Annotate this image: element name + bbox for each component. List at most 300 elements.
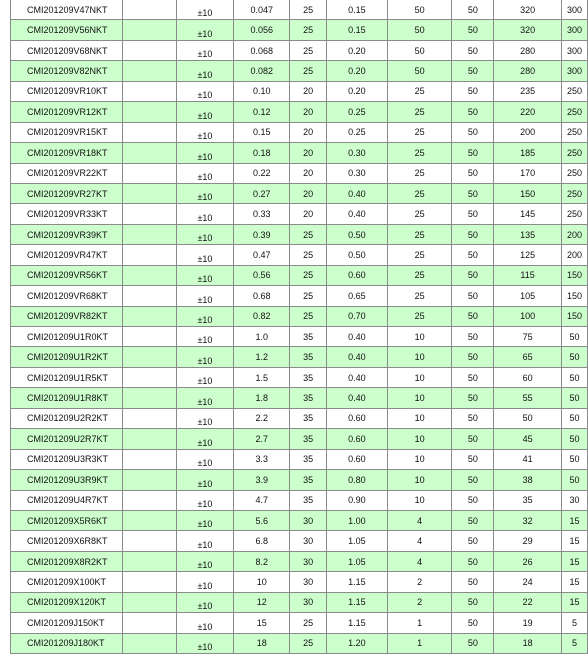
cell-rated-current: 65 [494,347,562,367]
table-row [11,245,588,265]
cell-q-min: 35 [290,388,327,408]
cell-test-frequency: 25 [387,265,452,285]
cell-resistance: 1.15 [327,572,388,592]
cell-resistance: 0.60 [327,429,388,449]
table-row [11,490,588,510]
cell-blank [122,40,176,60]
cell-srf: 50 [452,40,494,60]
cell-tolerance: ±10 [176,81,234,101]
cell-srf: 50 [452,490,494,510]
cell-srf: 50 [452,429,494,449]
cell-q-min: 35 [290,408,327,428]
cell-rated-current: 280 [494,40,562,60]
cell-q-min: 30 [290,572,327,592]
cell-rated-current: 320 [494,0,562,20]
table-row [11,633,588,653]
cell-blank [122,163,176,183]
cell-test-frequency: 50 [387,40,452,60]
cell-blank [122,347,176,367]
cell-part-number: CMI201209VR12KT [11,102,123,122]
cell-part-number: CMI201209U2R7KT [11,429,123,449]
cell-part-number: CMI201209U1R0KT [11,327,123,347]
cell-inductance: 1.0 [234,327,290,347]
cell-srf: 50 [452,265,494,285]
cell-blank [122,20,176,40]
cell-blank [122,183,176,203]
cell-col-10: 250 [561,122,587,142]
cell-q-min: 30 [290,510,327,530]
cell-q-min: 20 [290,163,327,183]
cell-rated-current: 26 [494,551,562,571]
cell-test-frequency: 50 [387,0,452,20]
cell-col-10: 150 [561,306,587,326]
cell-blank [122,122,176,142]
cell-tolerance: ±10 [176,613,234,633]
cell-inductance: 3.9 [234,470,290,490]
cell-srf: 50 [452,122,494,142]
cell-blank [122,551,176,571]
cell-part-number: CMI201209X100KT [11,572,123,592]
table-row [11,265,588,285]
table-row [11,388,588,408]
cell-rated-current: 145 [494,204,562,224]
table-row [11,122,588,142]
cell-inductance: 0.27 [234,183,290,203]
cell-tolerance: ±10 [176,510,234,530]
cell-inductance: 10 [234,572,290,592]
cell-q-min: 20 [290,204,327,224]
cell-blank [122,408,176,428]
table-row [11,367,588,387]
cell-rated-current: 115 [494,265,562,285]
cell-col-10: 200 [561,224,587,244]
cell-q-min: 25 [290,306,327,326]
cell-srf: 50 [452,531,494,551]
cell-blank [122,613,176,633]
cell-rated-current: 24 [494,572,562,592]
cell-test-frequency: 25 [387,143,452,163]
cell-rated-current: 235 [494,81,562,101]
cell-inductance: 12 [234,592,290,612]
cell-resistance: 0.30 [327,163,388,183]
cell-resistance: 0.80 [327,470,388,490]
table-row [11,592,588,612]
cell-inductance: 0.047 [234,0,290,20]
cell-inductance: 0.39 [234,224,290,244]
cell-col-10: 300 [561,61,587,81]
cell-rated-current: 18 [494,633,562,653]
cell-blank [122,449,176,469]
cell-part-number: CMI201209V68NKT [11,40,123,60]
cell-col-10: 50 [561,367,587,387]
cell-rated-current: 280 [494,61,562,81]
cell-resistance: 0.40 [327,367,388,387]
cell-tolerance: ±10 [176,347,234,367]
cell-inductance: 1.2 [234,347,290,367]
cell-inductance: 5.6 [234,510,290,530]
cell-test-frequency: 2 [387,592,452,612]
cell-test-frequency: 50 [387,20,452,40]
cell-resistance: 1.05 [327,531,388,551]
cell-q-min: 35 [290,429,327,449]
table-row [11,0,588,20]
cell-tolerance: ±10 [176,367,234,387]
cell-test-frequency: 10 [387,347,452,367]
cell-col-10: 200 [561,245,587,265]
cell-rated-current: 55 [494,388,562,408]
cell-blank [122,510,176,530]
cell-rated-current: 320 [494,20,562,40]
table-row [11,20,588,40]
spec-table [10,0,588,654]
cell-test-frequency: 4 [387,551,452,571]
cell-part-number: CMI201209U3R9KT [11,470,123,490]
cell-test-frequency: 10 [387,327,452,347]
cell-col-10: 300 [561,0,587,20]
cell-test-frequency: 10 [387,490,452,510]
cell-srf: 50 [452,81,494,101]
cell-resistance: 0.40 [327,347,388,367]
cell-resistance: 0.60 [327,265,388,285]
cell-col-10: 250 [561,81,587,101]
cell-q-min: 30 [290,531,327,551]
cell-test-frequency: 1 [387,613,452,633]
cell-col-10: 15 [561,592,587,612]
cell-col-10: 50 [561,388,587,408]
cell-tolerance: ±10 [176,224,234,244]
cell-tolerance: ±10 [176,286,234,306]
cell-test-frequency: 25 [387,163,452,183]
cell-tolerance: ±10 [176,163,234,183]
cell-tolerance: ±10 [176,388,234,408]
cell-test-frequency: 25 [387,204,452,224]
cell-col-10: 50 [561,347,587,367]
cell-test-frequency: 10 [387,429,452,449]
cell-srf: 50 [452,572,494,592]
cell-part-number: CMI201209X6R8KT [11,531,123,551]
cell-inductance: 0.56 [234,265,290,285]
table-row [11,347,588,367]
cell-col-10: 50 [561,408,587,428]
cell-part-number: CMI201209J180KT [11,633,123,653]
cell-resistance: 0.40 [327,204,388,224]
cell-q-min: 35 [290,470,327,490]
cell-rated-current: 185 [494,143,562,163]
cell-srf: 50 [452,592,494,612]
cell-tolerance: ±10 [176,408,234,428]
cell-part-number: CMI201209U1R8KT [11,388,123,408]
cell-srf: 50 [452,449,494,469]
cell-col-10: 50 [561,429,587,449]
cell-resistance: 0.20 [327,81,388,101]
cell-tolerance: ±10 [176,429,234,449]
cell-tolerance: ±10 [176,102,234,122]
cell-col-10: 15 [561,572,587,592]
cell-rated-current: 41 [494,449,562,469]
cell-rated-current: 105 [494,286,562,306]
cell-resistance: 0.50 [327,224,388,244]
cell-q-min: 25 [290,613,327,633]
table-row [11,61,588,81]
table-row [11,81,588,101]
cell-q-min: 35 [290,327,327,347]
cell-col-10: 300 [561,40,587,60]
cell-blank [122,572,176,592]
cell-part-number: CMI201209VR18KT [11,143,123,163]
cell-q-min: 20 [290,102,327,122]
cell-inductance: 0.056 [234,20,290,40]
cell-q-min: 25 [290,245,327,265]
cell-inductance: 0.68 [234,286,290,306]
cell-resistance: 1.15 [327,592,388,612]
cell-srf: 50 [452,286,494,306]
cell-rated-current: 29 [494,531,562,551]
cell-tolerance: ±10 [176,592,234,612]
cell-q-min: 25 [290,224,327,244]
cell-srf: 50 [452,306,494,326]
table-row [11,286,588,306]
cell-resistance: 0.40 [327,183,388,203]
cell-part-number: CMI201209X5R6KT [11,510,123,530]
table-row [11,327,588,347]
cell-test-frequency: 10 [387,408,452,428]
table-row [11,429,588,449]
cell-test-frequency: 25 [387,245,452,265]
cell-inductance: 0.18 [234,143,290,163]
cell-tolerance: ±10 [176,265,234,285]
table-row [11,102,588,122]
cell-test-frequency: 25 [387,102,452,122]
table-row [11,183,588,203]
cell-tolerance: ±10 [176,470,234,490]
cell-srf: 50 [452,61,494,81]
cell-test-frequency: 25 [387,306,452,326]
table-row [11,408,588,428]
cell-part-number: CMI201209X120KT [11,592,123,612]
cell-inductance: 6.8 [234,531,290,551]
cell-rated-current: 135 [494,224,562,244]
cell-inductance: 0.22 [234,163,290,183]
cell-rated-current: 38 [494,470,562,490]
cell-blank [122,633,176,653]
table-row [11,572,588,592]
cell-resistance: 0.20 [327,61,388,81]
cell-blank [122,245,176,265]
cell-col-10: 50 [561,470,587,490]
cell-q-min: 35 [290,490,327,510]
cell-blank [122,204,176,224]
cell-q-min: 35 [290,449,327,469]
cell-part-number: CMI201209X8R2KT [11,551,123,571]
cell-inductance: 0.33 [234,204,290,224]
cell-resistance: 0.30 [327,143,388,163]
cell-srf: 50 [452,245,494,265]
cell-part-number: CMI201209U1R5KT [11,367,123,387]
cell-resistance: 1.20 [327,633,388,653]
cell-srf: 50 [452,510,494,530]
table-row [11,613,588,633]
cell-resistance: 1.05 [327,551,388,571]
cell-srf: 50 [452,633,494,653]
cell-blank [122,306,176,326]
cell-inductance: 0.12 [234,102,290,122]
cell-blank [122,286,176,306]
cell-col-10: 5 [561,633,587,653]
cell-part-number: CMI201209VR33KT [11,204,123,224]
cell-q-min: 20 [290,143,327,163]
cell-col-10: 50 [561,327,587,347]
cell-col-10: 15 [561,531,587,551]
cell-q-min: 25 [290,61,327,81]
cell-col-10: 250 [561,204,587,224]
cell-resistance: 0.40 [327,388,388,408]
cell-blank [122,367,176,387]
cell-srf: 50 [452,408,494,428]
cell-col-10: 250 [561,183,587,203]
cell-q-min: 25 [290,633,327,653]
cell-tolerance: ±10 [176,122,234,142]
cell-blank [122,490,176,510]
cell-tolerance: ±10 [176,551,234,571]
cell-part-number: CMI201209VR15KT [11,122,123,142]
cell-tolerance: ±10 [176,40,234,60]
cell-rated-current: 220 [494,102,562,122]
cell-srf: 50 [452,163,494,183]
cell-srf: 50 [452,204,494,224]
cell-col-10: 250 [561,163,587,183]
cell-inductance: 1.5 [234,367,290,387]
cell-test-frequency: 4 [387,531,452,551]
cell-inductance: 0.15 [234,122,290,142]
cell-resistance: 0.60 [327,408,388,428]
cell-q-min: 35 [290,347,327,367]
cell-col-10: 15 [561,510,587,530]
cell-part-number: CMI201209VR82KT [11,306,123,326]
cell-rated-current: 200 [494,122,562,142]
cell-rated-current: 150 [494,183,562,203]
cell-resistance: 0.40 [327,327,388,347]
cell-blank [122,470,176,490]
cell-srf: 50 [452,0,494,20]
cell-tolerance: ±10 [176,572,234,592]
cell-test-frequency: 4 [387,510,452,530]
cell-q-min: 25 [290,0,327,20]
cell-col-10: 150 [561,286,587,306]
cell-part-number: CMI201209U2R2KT [11,408,123,428]
cell-srf: 50 [452,367,494,387]
cell-inductance: 0.068 [234,40,290,60]
table-body [11,0,588,654]
cell-resistance: 0.15 [327,0,388,20]
cell-test-frequency: 25 [387,286,452,306]
cell-part-number: CMI201209U4R7KT [11,490,123,510]
cell-resistance: 0.60 [327,449,388,469]
cell-test-frequency: 50 [387,61,452,81]
cell-tolerance: ±10 [176,245,234,265]
table-row [11,449,588,469]
cell-resistance: 0.20 [327,40,388,60]
cell-blank [122,327,176,347]
cell-part-number: CMI201209VR56KT [11,265,123,285]
cell-rated-current: 100 [494,306,562,326]
table-row [11,531,588,551]
cell-blank [122,61,176,81]
cell-part-number: CMI201209U3R3KT [11,449,123,469]
cell-srf: 50 [452,20,494,40]
table-row [11,306,588,326]
cell-blank [122,0,176,20]
cell-srf: 50 [452,327,494,347]
cell-srf: 50 [452,470,494,490]
cell-inductance: 4.7 [234,490,290,510]
cell-col-10: 30 [561,490,587,510]
table-row [11,143,588,163]
cell-resistance: 0.70 [327,306,388,326]
cell-blank [122,102,176,122]
cell-q-min: 20 [290,81,327,101]
cell-resistance: 0.15 [327,20,388,40]
cell-rated-current: 19 [494,613,562,633]
cell-tolerance: ±10 [176,531,234,551]
cell-q-min: 30 [290,592,327,612]
cell-srf: 50 [452,388,494,408]
cell-tolerance: ±10 [176,327,234,347]
cell-resistance: 1.15 [327,613,388,633]
cell-inductance: 2.2 [234,408,290,428]
cell-inductance: 0.82 [234,306,290,326]
cell-blank [122,143,176,163]
cell-test-frequency: 25 [387,122,452,142]
cell-inductance: 18 [234,633,290,653]
cell-blank [122,81,176,101]
cell-q-min: 25 [290,40,327,60]
cell-tolerance: ±10 [176,20,234,40]
cell-test-frequency: 25 [387,81,452,101]
cell-q-min: 25 [290,286,327,306]
cell-q-min: 30 [290,551,327,571]
cell-part-number: CMI201209VR39KT [11,224,123,244]
cell-col-10: 15 [561,551,587,571]
cell-srf: 50 [452,183,494,203]
cell-test-frequency: 2 [387,572,452,592]
cell-tolerance: ±10 [176,143,234,163]
table-row [11,204,588,224]
cell-inductance: 1.8 [234,388,290,408]
table-row [11,163,588,183]
cell-test-frequency: 25 [387,183,452,203]
cell-srf: 50 [452,102,494,122]
cell-q-min: 35 [290,367,327,387]
cell-test-frequency: 25 [387,224,452,244]
cell-rated-current: 170 [494,163,562,183]
cell-test-frequency: 10 [387,367,452,387]
table-row [11,551,588,571]
cell-tolerance: ±10 [176,204,234,224]
cell-part-number: CMI201209VR10KT [11,81,123,101]
cell-resistance: 0.25 [327,122,388,142]
cell-col-10: 250 [561,102,587,122]
cell-col-10: 50 [561,449,587,469]
cell-blank [122,265,176,285]
cell-rated-current: 50 [494,408,562,428]
cell-rated-current: 22 [494,592,562,612]
cell-srf: 50 [452,143,494,163]
cell-resistance: 1.00 [327,510,388,530]
cell-srf: 50 [452,613,494,633]
cell-col-10: 300 [561,20,587,40]
cell-inductance: 0.10 [234,81,290,101]
cell-part-number: CMI201209VR47KT [11,245,123,265]
